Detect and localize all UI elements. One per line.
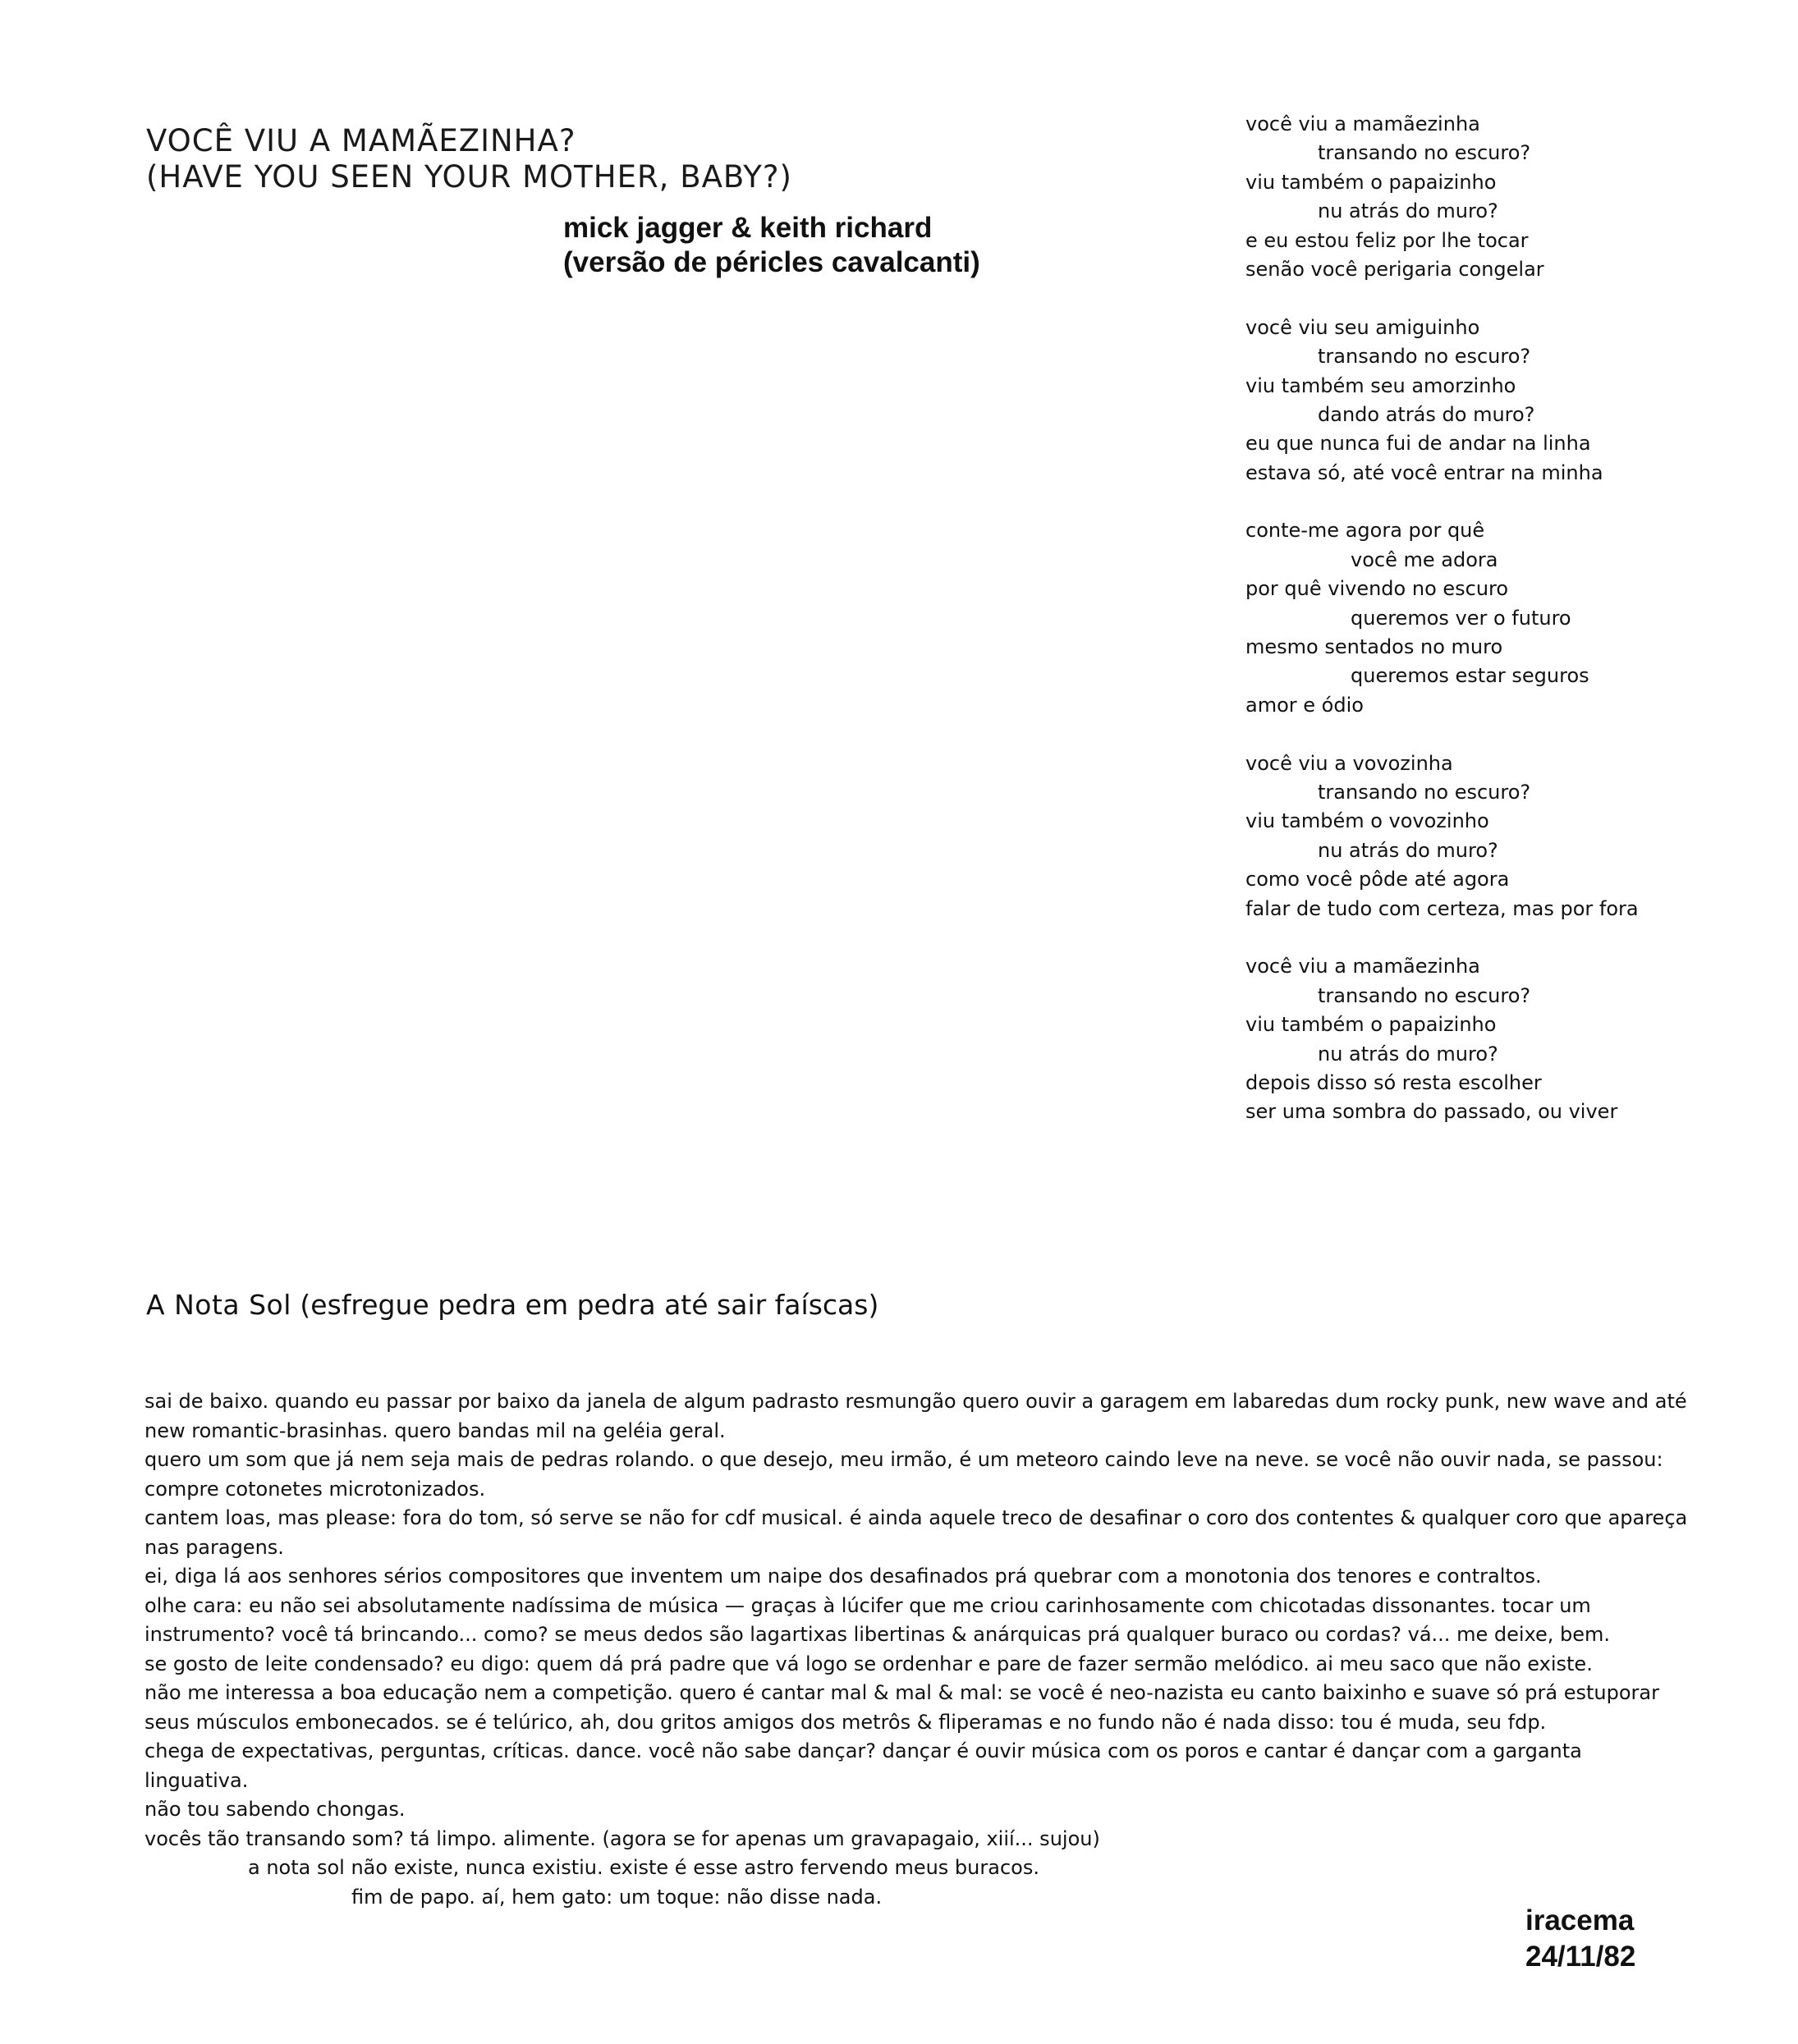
poem-line: por quê vivendo no escuro <box>1245 577 1509 601</box>
poem-line: você viu a mamãezinha <box>1245 112 1480 135</box>
poem-line: transando no escuro? <box>1318 345 1531 369</box>
song-title-line: (HAVE YOU SEEN YOUR MOTHER, BABY?) <box>146 159 792 195</box>
song-title <box>146 123 792 195</box>
essay-line: vocês tão transando som? tá limpo. alimente. (agora se for apenas um gravapagaio, xiií... sujou) <box>144 1826 1100 1850</box>
poem-line: transando no escuro? <box>1318 780 1531 804</box>
poem-line: senão você perigaria congelar <box>1245 257 1544 281</box>
essay-line: a nota sol não existe, nunca existiu. existe é esse astro fervendo meus buracos. <box>248 1856 1039 1879</box>
essay-line: chega de expectativas, perguntas, críticas. dance. você não sabe dançar? dançar é ouvir música com os poros e cantar é dançar com a garganta <box>144 1739 1582 1762</box>
poem-line: você viu a vovozinha <box>1245 751 1453 775</box>
essay-line: não tou sabendo chongas. <box>144 1798 406 1821</box>
credits-line: mick jagger & keith richard <box>563 212 933 244</box>
essay-subtitle: (esfregue pedra em pedra até sair faíscas) <box>300 1289 879 1321</box>
poem-line: viu também o papaizinho <box>1245 170 1497 194</box>
essay-body <box>144 1387 1713 1912</box>
essay-line: ei, diga lá aos senhores sérios compositores que inventem um naipe dos desafinados prá quebrar com a monotonia dos tenores e contraltos. <box>144 1565 1542 1588</box>
stanza-gap <box>1245 284 1754 313</box>
poem-line: nu atrás do muro? <box>1318 1042 1498 1066</box>
essay-line: se gosto de leite condensado? eu digo: quem dá prá padre que vá logo se ordenhar e pare de fazer sermão melódico. ai meu saco que não existe. <box>144 1652 1593 1675</box>
poem-line: você me adora <box>1351 548 1498 571</box>
essay-line: fim de papo. aí, hem gato: um toque: não disse nada. <box>351 1885 883 1909</box>
signature-name: iracema <box>1525 1904 1635 1936</box>
poem-line: conte-me agora por quê <box>1245 519 1485 543</box>
essay-heading <box>146 1289 878 1321</box>
poem-line: mesmo sentados no muro <box>1245 635 1503 659</box>
stanza-gap <box>1245 720 1754 749</box>
poem-line: queremos ver o futuro <box>1351 606 1571 630</box>
poem-line: transando no escuro? <box>1318 983 1531 1007</box>
essay-line: cantem loas, mas please: fora do tom, só serve se não for cdf musical. é ainda aquele treco de desafinar o coro dos contentes & qualquer coro que apareça <box>144 1506 1688 1529</box>
signature-date: 24/11/82 <box>1525 1941 1636 1973</box>
essay-line: linguativa. <box>144 1768 249 1792</box>
poem-line: nu atrás do muro? <box>1318 199 1498 223</box>
essay-line: seus músculos embonecados. se é telúrico, ah, dou gritos amigos dos metrôs & fliperamas e no fundo não é nada disso: tou é muda, seu fdp. <box>144 1710 1547 1734</box>
signature <box>1525 1903 1635 1975</box>
essay-line: olhe cara: eu não sei absolutamente nadíssima de música — graças à lúcifer que me criou carinhosamente com chicotadas dissonantes. tocar um <box>144 1593 1591 1617</box>
poem-line: e eu estou feliz por lhe tocar <box>1245 228 1529 252</box>
essay-line: sai de baixo. quando eu passar por baixo da janela de algum padrasto resmungão quero ouvir a garagem em labaredas dum rocky punk, new wave and até <box>144 1390 1687 1413</box>
poem-line: depois disso só resta escolher <box>1245 1070 1542 1094</box>
poem-line: estava só, até você entrar na minha <box>1245 461 1603 484</box>
poem-line: ser uma sombra do passado, ou viver <box>1245 1100 1618 1124</box>
poem-line: falar de tudo com certeza, mas por fora <box>1245 896 1639 920</box>
poem <box>1245 110 1754 1127</box>
essay-title: A Nota Sol <box>146 1289 291 1321</box>
poem-line: viu também o vovozinho <box>1245 809 1489 833</box>
poem-line: viu também o papaizinho <box>1245 1013 1497 1037</box>
essay-line: new romantic-brasinhas. quero bandas mil na geléia geral. <box>144 1418 726 1442</box>
poem-line: dando atrás do muro? <box>1318 402 1535 426</box>
poem-line: amor e ódio <box>1245 693 1364 717</box>
poem-line: eu que nunca fui de andar na linha <box>1245 432 1591 456</box>
stanza-gap <box>1245 923 1754 952</box>
poem-line: como você pôde até agora <box>1245 868 1510 891</box>
essay-line: quero um som que já nem seja mais de pedras rolando. o que desejo, meu irmão, é um meteoro caindo leve na neve. se você não ouvir nada, se passou: <box>144 1448 1663 1471</box>
poem-line: queremos estar seguros <box>1351 664 1589 688</box>
essay-line: compre cotonetes microtonizados. <box>144 1477 486 1501</box>
poem-line: transando no escuro? <box>1318 141 1531 165</box>
song-credits <box>563 211 980 280</box>
stanza-gap <box>1245 488 1754 516</box>
essay-line: não me interessa a boa educação nem a competição. quero é cantar mal & mal & mal: se você é neo-nazista eu canto baixinho e suave só prá estuporar <box>144 1681 1659 1704</box>
essay-line: nas paragens. <box>144 1535 284 1559</box>
poem-line: viu também seu amorzinho <box>1245 374 1516 397</box>
poem-line: nu atrás do muro? <box>1318 838 1498 862</box>
credits-line: (versão de péricles cavalcanti) <box>563 246 980 278</box>
essay-line: instrumento? você tá brincando... como? se meus dedos são lagartixas libertinas & anárquicas prá qualquer buraco ou cordas? vá... me deixe, bem. <box>144 1623 1610 1646</box>
song-title-line: VOCÊ VIU A MAMÃEZINHA? <box>146 123 576 158</box>
poem-line: você viu a mamãezinha <box>1245 955 1480 978</box>
poem-line: você viu seu amiguinho <box>1245 315 1480 339</box>
